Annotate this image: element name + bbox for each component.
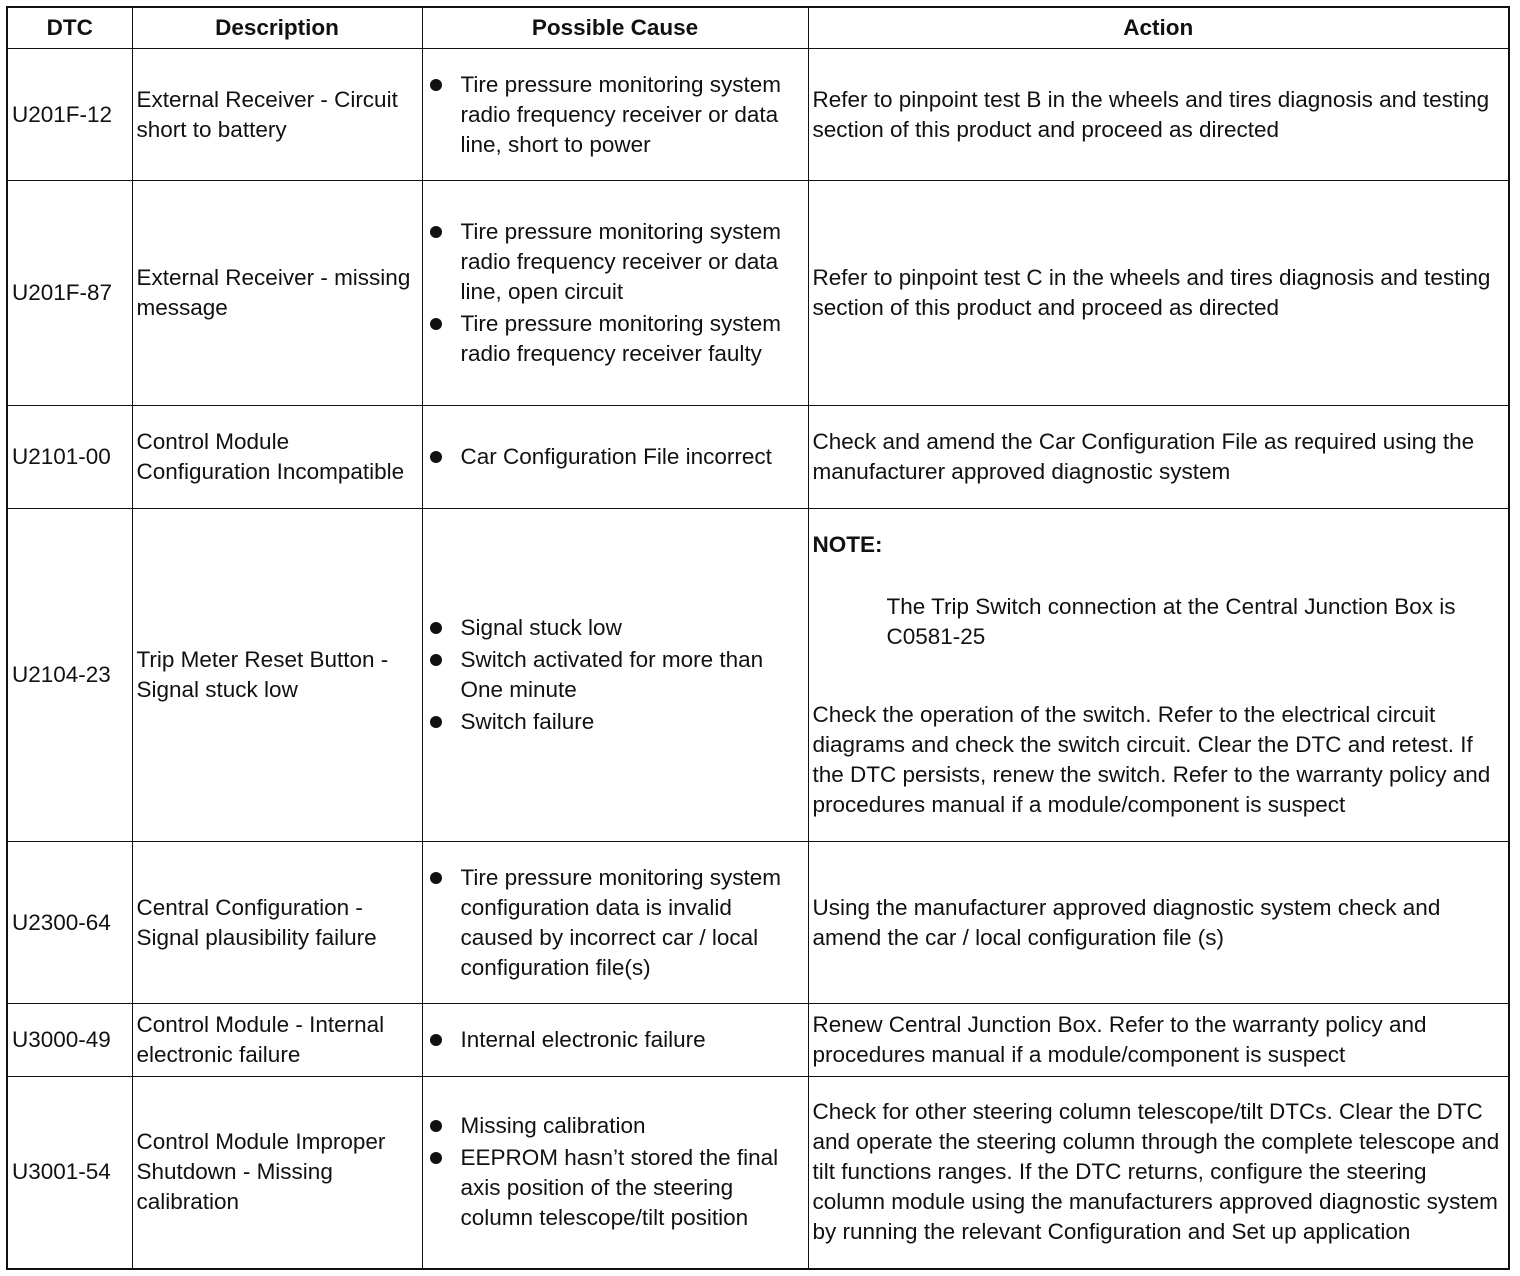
- possible-cause: [422, 1077, 808, 1269]
- cause-text: Car Configuration File incorrect: [460, 444, 772, 469]
- bullet-icon: [430, 872, 442, 884]
- cause-item: [427, 442, 804, 472]
- cause-text: Tire pressure monitoring system radio frequency receiver or data line, short to power: [460, 71, 782, 157]
- note-body: The Trip Switch connection at the Central Junction Box is C0581-25: [886, 594, 1456, 649]
- header-description: Description: [132, 7, 422, 49]
- action: Renew Central Junction Box. Refer to the warranty policy and procedures manual if a module/component is suspect: [808, 1004, 1509, 1077]
- cause-item: [427, 1025, 804, 1055]
- cause-item: [427, 863, 804, 983]
- bullet-icon: [430, 1152, 442, 1164]
- description: Central Configuration - Signal plausibility failure: [132, 842, 422, 1004]
- cause-text: Switch failure: [460, 709, 595, 734]
- action: Refer to pinpoint test B in the wheels and tires diagnosis and testing section of this product and proceed as directed: [808, 49, 1509, 181]
- table-row: [7, 406, 1509, 509]
- action: Using the manufacturer approved diagnostic system check and amend the car / local configuration file (s): [808, 842, 1509, 1004]
- possible-cause: [422, 1004, 808, 1077]
- action: [808, 509, 1509, 842]
- cause-item: [427, 1111, 804, 1141]
- bullet-icon: [430, 716, 442, 728]
- note-title: NOTE:: [812, 532, 883, 557]
- cause-text: Missing calibration: [460, 1113, 646, 1139]
- cause-text: Tire pressure monitoring system radio frequency receiver faulty: [460, 311, 782, 366]
- cause-item: [427, 217, 804, 307]
- action: Check for other steering column telescope/tilt DTCs. Clear the DTC and operate the steering column through the complete telescope and tilt functions ranges. If the DTC returns, configure the steering column module using the manufacturers approved diagnostic system by running the relevant Configuration and Set up application: [808, 1077, 1509, 1269]
- cause-text: Tire pressure monitoring system configuration data is invalid caused by incorrect car / local configuration file(s): [460, 864, 782, 980]
- cause-text: Switch activated for more than One minute: [460, 647, 764, 702]
- cause-text: EEPROM hasn’t stored the final axis position of the steering column telescope/tilt position: [460, 1145, 779, 1231]
- possible-cause: [422, 406, 808, 509]
- dtc-code: U2104-23: [7, 509, 132, 842]
- bullet-icon: [430, 622, 442, 634]
- action: Refer to pinpoint test C in the wheels and tires diagnosis and testing section of this product and proceed as directed: [808, 181, 1509, 406]
- table-row: [7, 842, 1509, 1004]
- cause-item: [427, 645, 804, 705]
- header-dtc: DTC: [7, 7, 132, 49]
- header-action: Action: [808, 7, 1509, 49]
- table-row: [7, 49, 1509, 181]
- description: Control Module Configuration Incompatible: [132, 406, 422, 509]
- cause-text: Tire pressure monitoring system radio frequency receiver or data line, open circuit: [460, 219, 782, 304]
- cause-text: Internal electronic failure: [460, 1027, 706, 1052]
- description: Control Module Improper Shutdown - Missing calibration: [132, 1077, 422, 1269]
- possible-cause: [422, 842, 808, 1004]
- bullet-icon: [430, 318, 442, 330]
- description: External Receiver - missing message: [132, 181, 422, 406]
- cause-item: [427, 707, 804, 737]
- header-possible-cause: Possible Cause: [422, 7, 808, 49]
- dtc-code: U201F-12: [7, 49, 132, 181]
- description: Trip Meter Reset Button - Signal stuck low: [132, 509, 422, 842]
- cause-item: [427, 70, 804, 160]
- cause-text: Signal stuck low: [460, 615, 622, 640]
- table-row: [7, 509, 1509, 842]
- possible-cause: [422, 181, 808, 406]
- cause-item: [427, 309, 804, 369]
- bullet-icon: [430, 451, 442, 463]
- bullet-icon: [430, 79, 442, 91]
- bullet-icon: [430, 1120, 442, 1132]
- dtc-code: U2101-00: [7, 406, 132, 509]
- dtc-code: U3001-54: [7, 1077, 132, 1269]
- cause-item: [427, 613, 804, 643]
- table-row: [7, 1077, 1509, 1269]
- header-row: [7, 7, 1509, 49]
- dtc-code: U3000-49: [7, 1004, 132, 1077]
- dtc-table: [6, 6, 1510, 1270]
- dtc-code: U2300-64: [7, 842, 132, 1004]
- cause-item: [427, 1143, 804, 1233]
- table-row: [7, 181, 1509, 406]
- action: Check and amend the Car Configuration File as required using the manufacturer approved diagnostic system: [808, 406, 1509, 509]
- table-row: [7, 1004, 1509, 1077]
- action-text: Check the operation of the switch. Refer to the electrical circuit diagrams and check the switch circuit. Clear the DTC and retest. If the DTC persists, renew the switch. Refer to the warranty policy and procedures manual if a module/component is suspect: [812, 702, 1491, 817]
- possible-cause: [422, 49, 808, 181]
- bullet-icon: [430, 1034, 442, 1046]
- description: Control Module - Internal electronic failure: [132, 1004, 422, 1077]
- bullet-icon: [430, 226, 442, 238]
- possible-cause: [422, 509, 808, 842]
- description: External Receiver - Circuit short to battery: [132, 49, 422, 181]
- dtc-code: U201F-87: [7, 181, 132, 406]
- bullet-icon: [430, 654, 442, 666]
